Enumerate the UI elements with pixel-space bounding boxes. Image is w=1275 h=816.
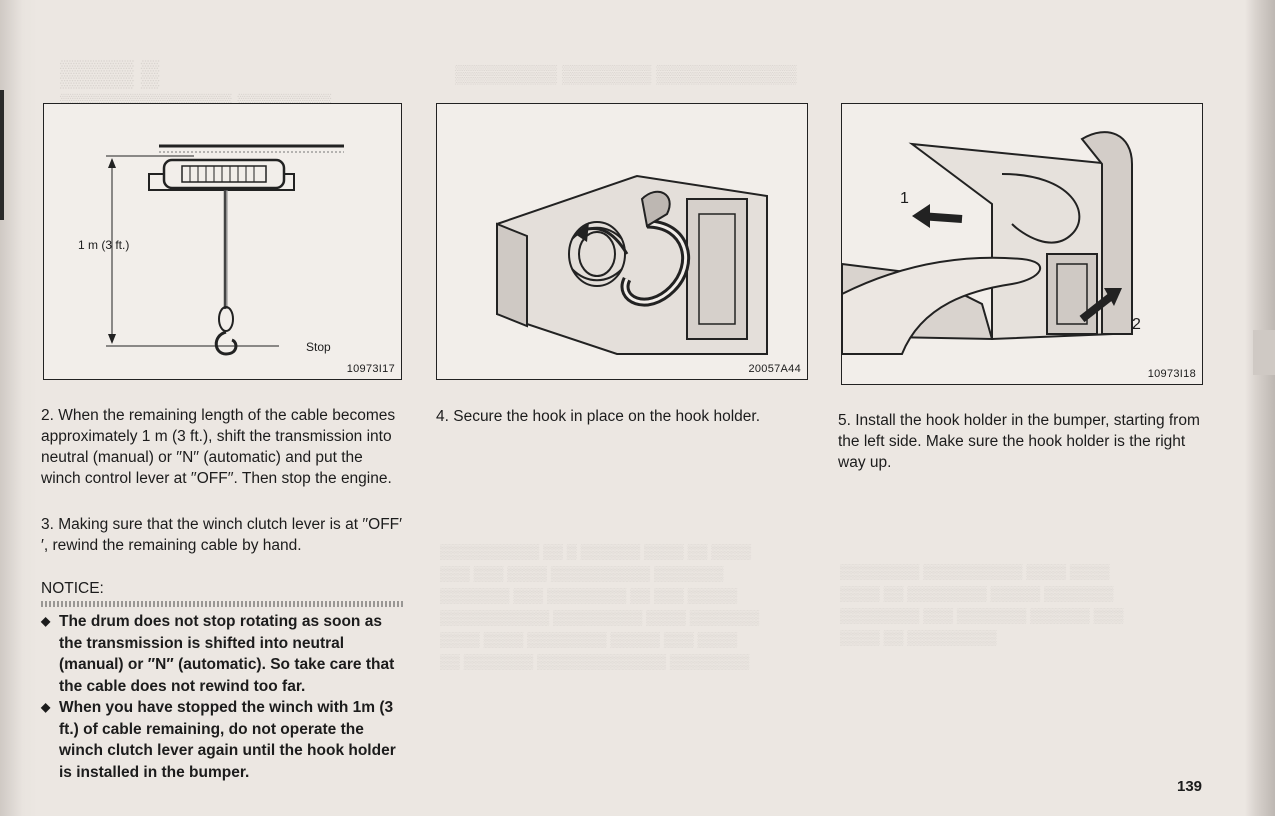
diamond-bullet-icon: ◆ bbox=[41, 700, 51, 714]
hook-holder-illustration bbox=[437, 104, 807, 379]
stop-label: Stop bbox=[306, 340, 331, 354]
figure-hook-holder bbox=[436, 103, 808, 380]
notice-item-text: When you have stopped the winch with 1m (3 ft.) of cable remaining, do not operate the winch clutch lever again until the hook holder is installed in the bumper. bbox=[59, 699, 396, 781]
figure-code: 10973I18 bbox=[1147, 368, 1196, 380]
figure-cable-length bbox=[43, 103, 402, 380]
bleed-through: ▒▒▒▒ ▒ bbox=[60, 58, 160, 88]
bleed-through: ▒▒▒▒▒▒▒▒ ▒▒▒▒▒▒▒ ▒▒▒▒▒▒▒▒▒▒▒ bbox=[455, 64, 797, 84]
side-tab bbox=[1253, 330, 1275, 375]
page-number: 139 bbox=[1177, 778, 1203, 795]
bleed-through: ▒▒▒▒▒▒▒▒▒▒ ▒▒ ▒ ▒▒▒▒▒▒ ▒▒▒▒ ▒▒ ▒▒▒▒ ▒▒▒ ▒▒▒ ▒▒▒▒ ▒▒▒▒▒▒▒▒▒▒ ▒▒▒▒▒▒▒ ▒▒▒▒▒▒▒ ▒▒▒ ▒▒▒▒▒▒▒▒ ▒▒ ▒▒▒ ▒▒▒▒▒ ▒▒▒▒▒▒▒▒▒▒▒ ▒▒▒▒▒▒▒▒▒ ▒▒▒▒ ▒▒▒▒▒▒▒ ▒▒▒▒ ▒▒▒▒ ▒▒▒▒▒▒▒▒ ▒▒▒▒▒ ▒▒▒ ▒▒▒▒ ▒▒ ▒▒▒▒▒▒▒ ▒▒▒▒▒▒▒▒▒▒▒▒▒ ▒▒▒▒▒▒▒▒ bbox=[440, 543, 760, 669]
length-label: 1 m (3 ft.) bbox=[78, 238, 130, 252]
arrow-label-2: 2 bbox=[1132, 316, 1141, 333]
step-5-text: 5. Install the hook holder in the bumper, starting from the left side. Make sure the hook holder is the right way up. bbox=[838, 412, 1200, 471]
step-4-text: 4. Secure the hook in place on the hook holder. bbox=[436, 408, 761, 425]
right-page-edge bbox=[1245, 0, 1275, 816]
bleed-through: ▒▒▒▒▒▒▒▒ ▒▒▒▒▒▒▒▒▒▒ ▒▒▒▒ ▒▒▒▒ ▒▒▒▒ ▒▒ ▒▒▒▒▒▒▒▒ ▒▒▒▒▒ ▒▒▒▒▒▒▒ ▒▒▒▒▒▒▒▒ ▒▒▒ ▒▒▒▒▒▒▒ ▒▒▒▒▒▒ ▒▒▒ ▒▒▒▒ ▒▒ ▒▒▒▒▒▒▒▒▒ bbox=[840, 563, 1124, 645]
notice-title: NOTICE: bbox=[41, 580, 104, 597]
step-2-text: 2. When the remaining length of the cable becomes approximately 1 m (3 ft.), shift the transmission into neutral (manual) or ′′N′′ (automatic) and put the winch control lever at ′′OFF′′. Then stop the engine. bbox=[41, 407, 396, 487]
step-3-text: 3. Making sure that the winch clutch lever is at ′′OFF′′, rewind the remaining cable by hand. bbox=[41, 516, 403, 554]
notice-item bbox=[41, 611, 403, 697]
left-edge-mark bbox=[0, 90, 4, 220]
figure-code: 10973I17 bbox=[346, 363, 395, 375]
left-page-edge bbox=[0, 0, 38, 816]
notice-item-text: The drum does not stop rotating as soon as the transmission is shifted into neutral (manual) or ′′N′′ (automatic). So take care that the cable does not rewind too far. bbox=[59, 613, 395, 695]
figure-code: 20057A44 bbox=[748, 363, 801, 375]
notice-divider bbox=[41, 601, 403, 607]
arrow-label-1: 1 bbox=[900, 190, 909, 207]
bumper-install-illustration bbox=[842, 104, 1202, 384]
diamond-bullet-icon: ◆ bbox=[41, 614, 51, 628]
figure-install-bumper bbox=[841, 103, 1203, 385]
notice-item bbox=[41, 697, 403, 783]
